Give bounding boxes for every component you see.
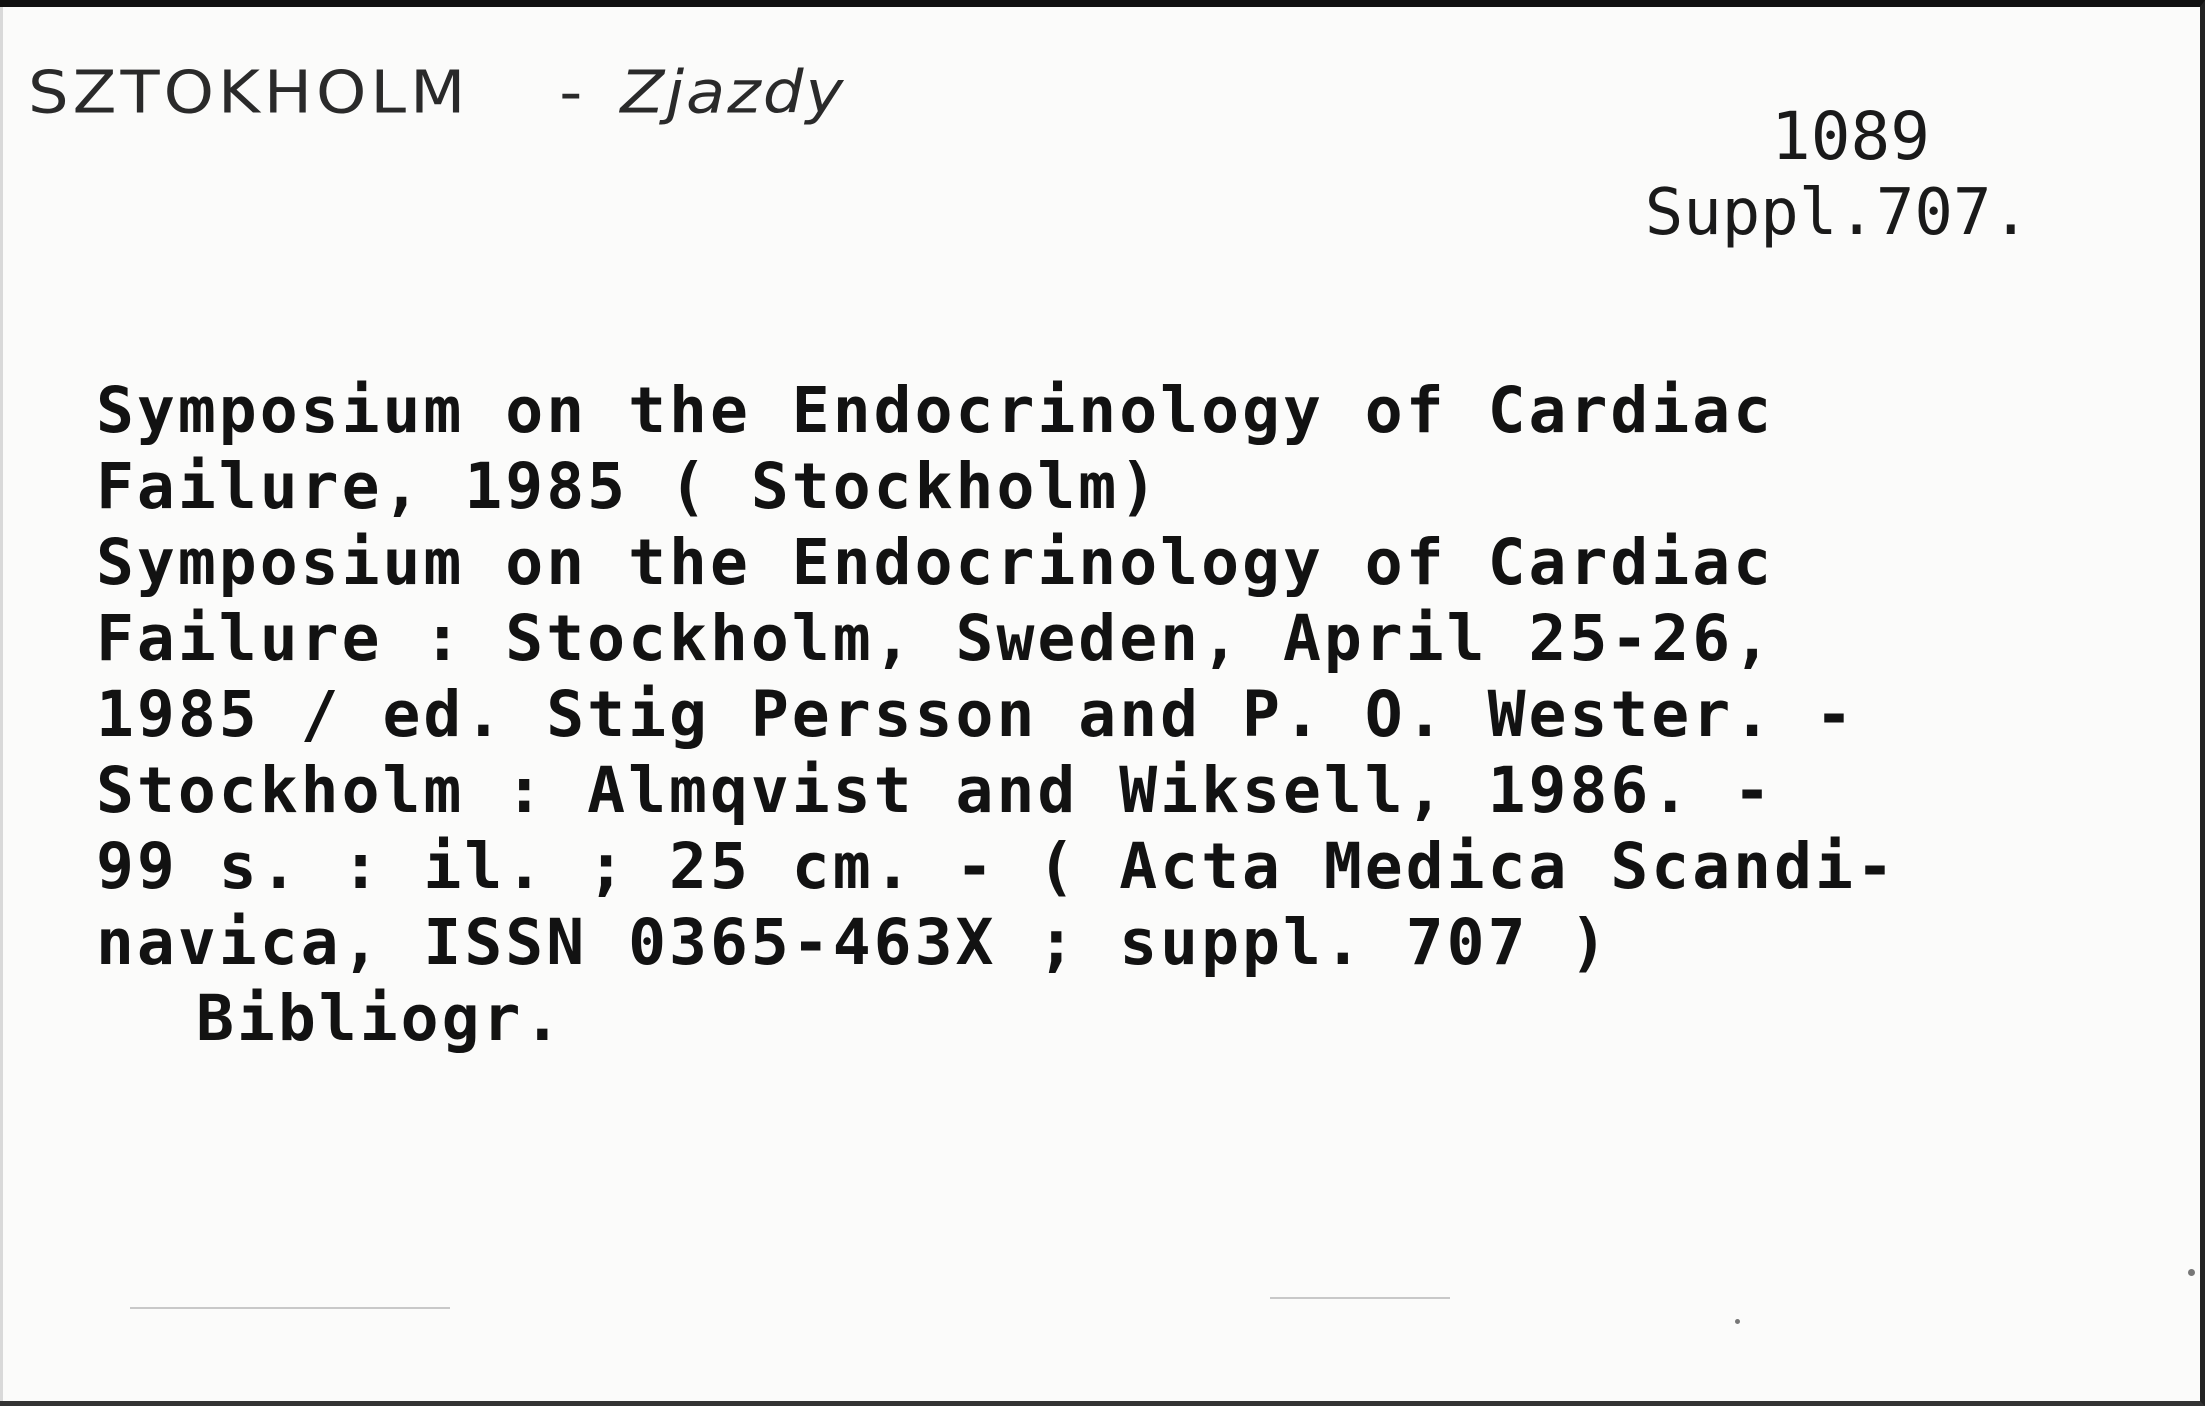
shelfmark-number: 1089 bbox=[1771, 98, 1930, 175]
entry-line-2: Failure, 1985 ( Stockholm) bbox=[96, 450, 1161, 523]
scan-smudge bbox=[1270, 1297, 1450, 1299]
bibliography-note: Bibliogr. bbox=[196, 982, 565, 1055]
shelfmark bbox=[1645, 99, 2030, 251]
entry-line-3: Symposium on the Endocrinology of Cardiac bbox=[96, 526, 1775, 599]
entry-line-8: navica, ISSN 0365-463X ; suppl. 707 ) bbox=[96, 906, 1611, 979]
entry-line-4: Failure : Stockholm, Sweden, April 25-26, bbox=[96, 602, 1775, 675]
subject-heading-main: SZTOKHOLM bbox=[28, 59, 470, 128]
scan-speck bbox=[1735, 1319, 1740, 1324]
subject-heading-sub: Zjazdy bbox=[620, 59, 846, 128]
scan-smudge bbox=[130, 1307, 450, 1309]
subject-heading bbox=[28, 59, 845, 127]
entry-line-7: 99 s. : il. ; 25 cm. - ( Acta Medica Scandi- bbox=[96, 830, 1897, 903]
subject-heading-dash: - bbox=[559, 59, 587, 128]
entry-line-1: Symposium on the Endocrinology of Cardiac bbox=[96, 374, 1775, 447]
bibliographic-entry bbox=[96, 373, 2156, 1057]
scan-speck bbox=[2188, 1269, 2195, 1276]
entry-line-6: Stockholm : Almqvist and Wiksell, 1986. - bbox=[96, 754, 1775, 827]
card-edge bbox=[0, 7, 3, 1401]
entry-line-5: 1985 / ed. Stig Persson and P. O. Wester. - bbox=[96, 678, 1856, 751]
shelfmark-supplement: Suppl.707. bbox=[1644, 176, 2030, 250]
